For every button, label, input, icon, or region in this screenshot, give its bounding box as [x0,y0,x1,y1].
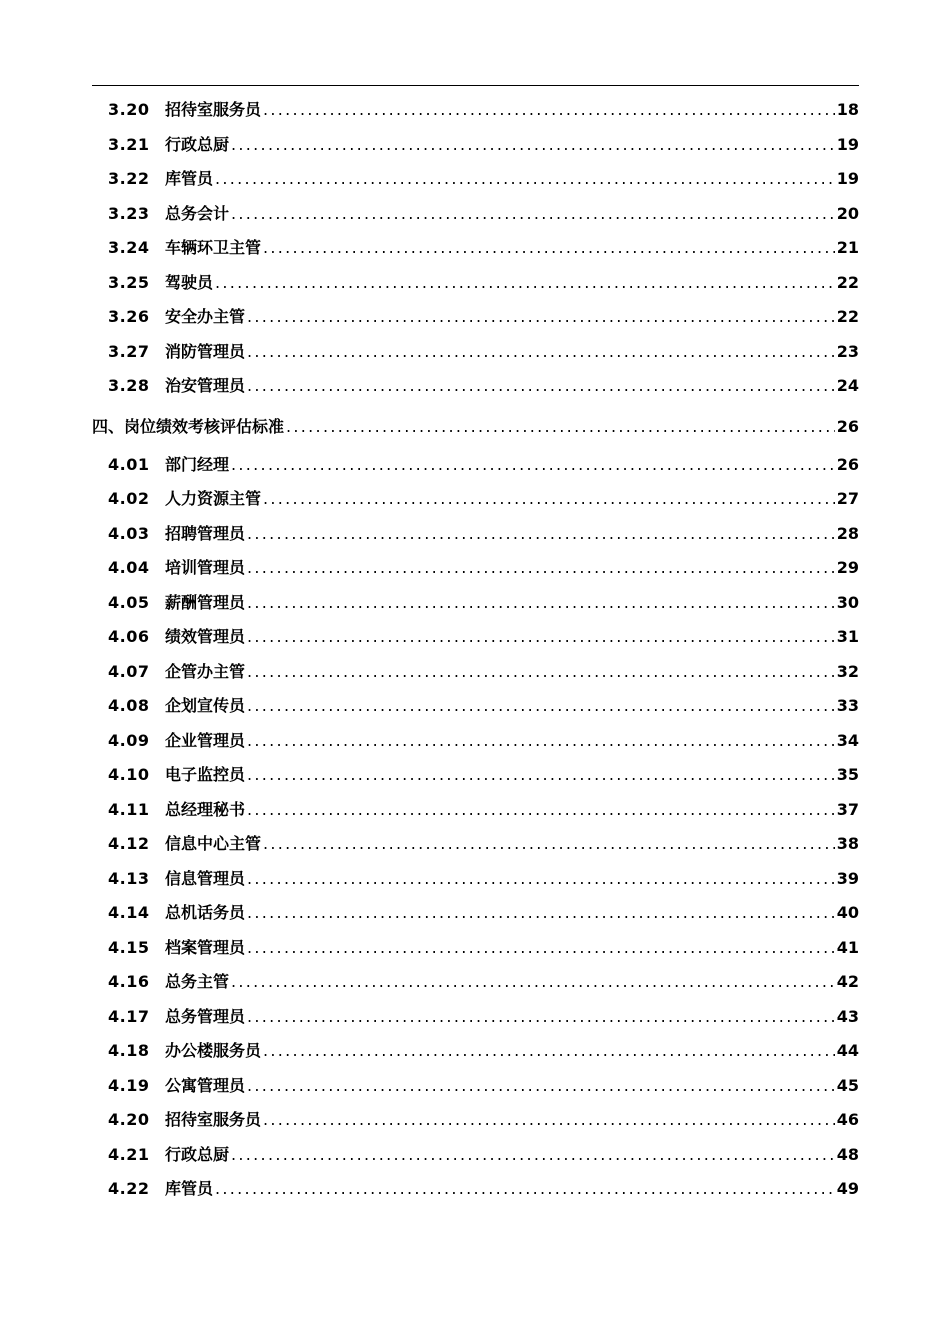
toc-entry-label: 人力资源主管 [165,489,262,508]
toc-dot-leader [263,482,835,517]
toc-entry-page: 42 [836,972,859,991]
toc-dot-leader [247,1000,835,1035]
toc-entry-label: 公寓管理员 [165,1075,246,1095]
toc-entry-label: 库管员 [165,1179,214,1198]
toc-entry-label: 企划宣传员 [165,696,246,715]
toc-entry-label: 驾驶员 [165,272,214,292]
toc-entry-label: 车辆环卫主管 [165,238,262,257]
toc-dot-leader [247,758,835,793]
toc-entry-label: 消防管理员 [165,341,246,361]
toc-entry-number: 4.15 [108,937,150,957]
toc-dot-leader [263,1103,835,1138]
toc-entry-number: 4.09 [108,730,150,750]
toc-entry-page: 33 [836,696,859,715]
toc-entry[interactable] [92,128,859,163]
toc-entry-number: 4.18 [108,1041,150,1060]
toc-dot-leader [215,162,835,197]
toc-entry-label: 信息管理员 [165,868,246,888]
toc-dot-leader [263,1034,835,1069]
toc-entry[interactable] [92,369,859,404]
toc-entry-page: 28 [836,523,859,543]
toc-dot-leader [247,862,835,897]
toc-entry[interactable] [92,93,859,128]
toc-dot-leader [231,128,835,163]
toc-dot-leader [247,689,835,724]
toc-dot-leader [247,300,835,335]
toc-entry-number: 4.04 [108,558,150,577]
toc-entry[interactable] [92,1069,859,1104]
toc-entry-label: 档案管理员 [165,937,246,957]
toc-entry-number: 4.08 [108,696,150,715]
toc-entry-label: 信息中心主管 [165,834,262,853]
toc-entry-page: 39 [836,868,859,888]
toc-dot-leader [286,400,835,453]
toc-entry-label: 招待室服务员 [165,100,262,119]
toc-entry[interactable] [92,1000,859,1035]
toc-dot-leader [247,1069,835,1104]
toc-entry-number: 3.23 [108,203,150,223]
toc-entry[interactable] [92,231,859,266]
toc-entry-number: 4.16 [108,972,150,991]
toc-entry-page: 34 [836,730,859,750]
toc-entry-page: 21 [836,238,859,257]
toc-entry-label: 招待室服务员 [165,1110,262,1129]
toc-dot-leader [247,793,835,828]
toc-entry[interactable] [92,300,859,335]
toc-entry[interactable] [92,862,859,897]
toc-entry[interactable] [92,793,859,828]
toc-entry-number: 3.24 [108,238,150,257]
toc-entry-page: 44 [836,1041,859,1060]
toc-dot-leader [247,931,835,966]
toc-entry-number: 3.26 [108,307,150,326]
toc-entry-number: 4.03 [108,523,150,543]
toc-group-part4 [92,448,859,1207]
toc-entry-page: 19 [836,169,859,188]
toc-entry[interactable] [92,655,859,690]
toc-dot-leader [263,827,835,862]
toc-entry-label: 总务会计 [165,203,230,223]
toc-dot-leader [231,965,835,1000]
toc-entry-page: 40 [836,903,859,922]
toc-entry-label: 总经理秘书 [165,799,246,819]
toc-entry-page: 37 [836,799,859,819]
toc-entry[interactable] [92,689,859,724]
toc-section-page: 26 [836,416,859,436]
toc-dot-leader [247,724,835,759]
toc-entry-label: 总务管理员 [165,1006,246,1026]
toc-entry-number: 4.10 [108,765,150,784]
toc-entry-label: 招聘管理员 [165,523,246,543]
toc-entry[interactable] [92,1103,859,1138]
toc-entry[interactable] [92,266,859,301]
toc-entry[interactable] [92,162,859,197]
table-of-contents [92,93,859,1207]
toc-entry[interactable] [92,758,859,793]
toc-entry[interactable] [92,448,859,483]
toc-dot-leader [247,335,835,370]
toc-entry-label: 行政总厨 [165,1144,230,1164]
toc-entry-page: 22 [836,272,859,292]
toc-entry[interactable] [92,1034,859,1069]
toc-entry[interactable] [92,517,859,552]
toc-entry-page: 20 [836,203,859,223]
toc-dot-leader [231,197,835,232]
toc-entry-label: 部门经理 [165,454,230,474]
toc-entry[interactable] [92,482,859,517]
toc-entry-page: 31 [836,627,859,646]
toc-entry-number: 4.21 [108,1144,150,1164]
toc-entry-label: 行政总厨 [165,134,230,154]
toc-entry-number: 3.21 [108,134,150,154]
toc-entry-number: 4.02 [108,489,150,508]
toc-entry-number: 3.22 [108,169,150,188]
toc-dot-leader [215,266,835,301]
toc-entry-label: 总机话务员 [165,903,246,922]
toc-entry-page: 27 [836,489,859,508]
toc-entry-number: 4.11 [108,799,150,819]
toc-entry-page: 29 [836,558,859,577]
toc-entry-page: 46 [836,1110,859,1129]
toc-entry[interactable] [92,1172,859,1207]
toc-section-label: 四、岗位绩效考核评估标准 [92,416,285,436]
toc-entry-number: 4.12 [108,834,150,853]
toc-entry-label: 办公楼服务员 [165,1041,262,1060]
toc-entry-page: 23 [836,341,859,361]
toc-dot-leader [247,655,835,690]
toc-entry[interactable] [92,335,859,370]
toc-group-part3 [92,93,859,404]
toc-entry-page: 19 [836,134,859,154]
toc-entry-page: 38 [836,834,859,853]
toc-entry[interactable] [92,965,859,1000]
toc-entry-number: 4.20 [108,1110,150,1129]
toc-entry-number: 4.17 [108,1006,150,1026]
toc-entry-label: 电子监控员 [165,765,246,784]
toc-entry-number: 3.28 [108,376,150,395]
toc-entry-page: 26 [836,454,859,474]
toc-entry-page: 41 [836,937,859,957]
header-rule [92,85,859,86]
toc-entry-label: 安全办主管 [165,307,246,326]
toc-entry[interactable] [92,896,859,931]
toc-entry-page: 24 [836,376,859,395]
toc-dot-leader [247,586,835,621]
toc-entry[interactable] [92,724,859,759]
toc-dot-leader [263,231,835,266]
toc-entry-page: 18 [836,100,859,119]
toc-entry[interactable] [92,620,859,655]
toc-dot-leader [231,1138,835,1173]
toc-entry-number: 4.14 [108,903,150,922]
toc-entry[interactable] [92,1138,859,1173]
toc-entry-number: 3.27 [108,341,150,361]
toc-entry-number: 4.01 [108,454,150,474]
toc-entry-number: 4.13 [108,868,150,888]
toc-entry-number: 4.19 [108,1075,150,1095]
toc-dot-leader [247,551,835,586]
toc-entry-page: 49 [836,1179,859,1198]
toc-entry-page: 32 [836,661,859,681]
toc-entry[interactable] [92,931,859,966]
toc-entry[interactable] [92,586,859,621]
toc-dot-leader [263,93,835,128]
toc-entry-label: 治安管理员 [165,376,246,395]
toc-entry-page: 45 [836,1075,859,1095]
toc-entry-page: 35 [836,765,859,784]
toc-dot-leader [247,896,835,931]
toc-entry-label: 培训管理员 [165,558,246,577]
toc-entry-page: 48 [836,1144,859,1164]
toc-entry-page: 43 [836,1006,859,1026]
toc-dot-leader [215,1172,835,1207]
toc-entry-label: 薪酬管理员 [165,592,246,612]
toc-entry-number: 4.07 [108,661,150,681]
toc-entry[interactable] [92,551,859,586]
toc-entry-label: 绩效管理员 [165,627,246,646]
toc-entry-number: 3.25 [108,272,150,292]
toc-dot-leader [247,369,835,404]
toc-entry-page: 30 [836,592,859,612]
toc-dot-leader [231,448,835,483]
toc-entry-page: 22 [836,307,859,326]
toc-entry-number: 4.05 [108,592,150,612]
toc-entry-label: 企业管理员 [165,730,246,750]
toc-section-heading[interactable] [92,400,859,453]
toc-entry-number: 4.22 [108,1179,150,1198]
toc-entry[interactable] [92,197,859,232]
toc-dot-leader [247,517,835,552]
toc-entry-number: 3.20 [108,100,150,119]
toc-entry-label: 企管办主管 [165,661,246,681]
toc-entry-number: 4.06 [108,627,150,646]
toc-entry-label: 总务主管 [165,972,230,991]
toc-entry-label: 库管员 [165,169,214,188]
toc-dot-leader [247,620,835,655]
toc-entry[interactable] [92,827,859,862]
